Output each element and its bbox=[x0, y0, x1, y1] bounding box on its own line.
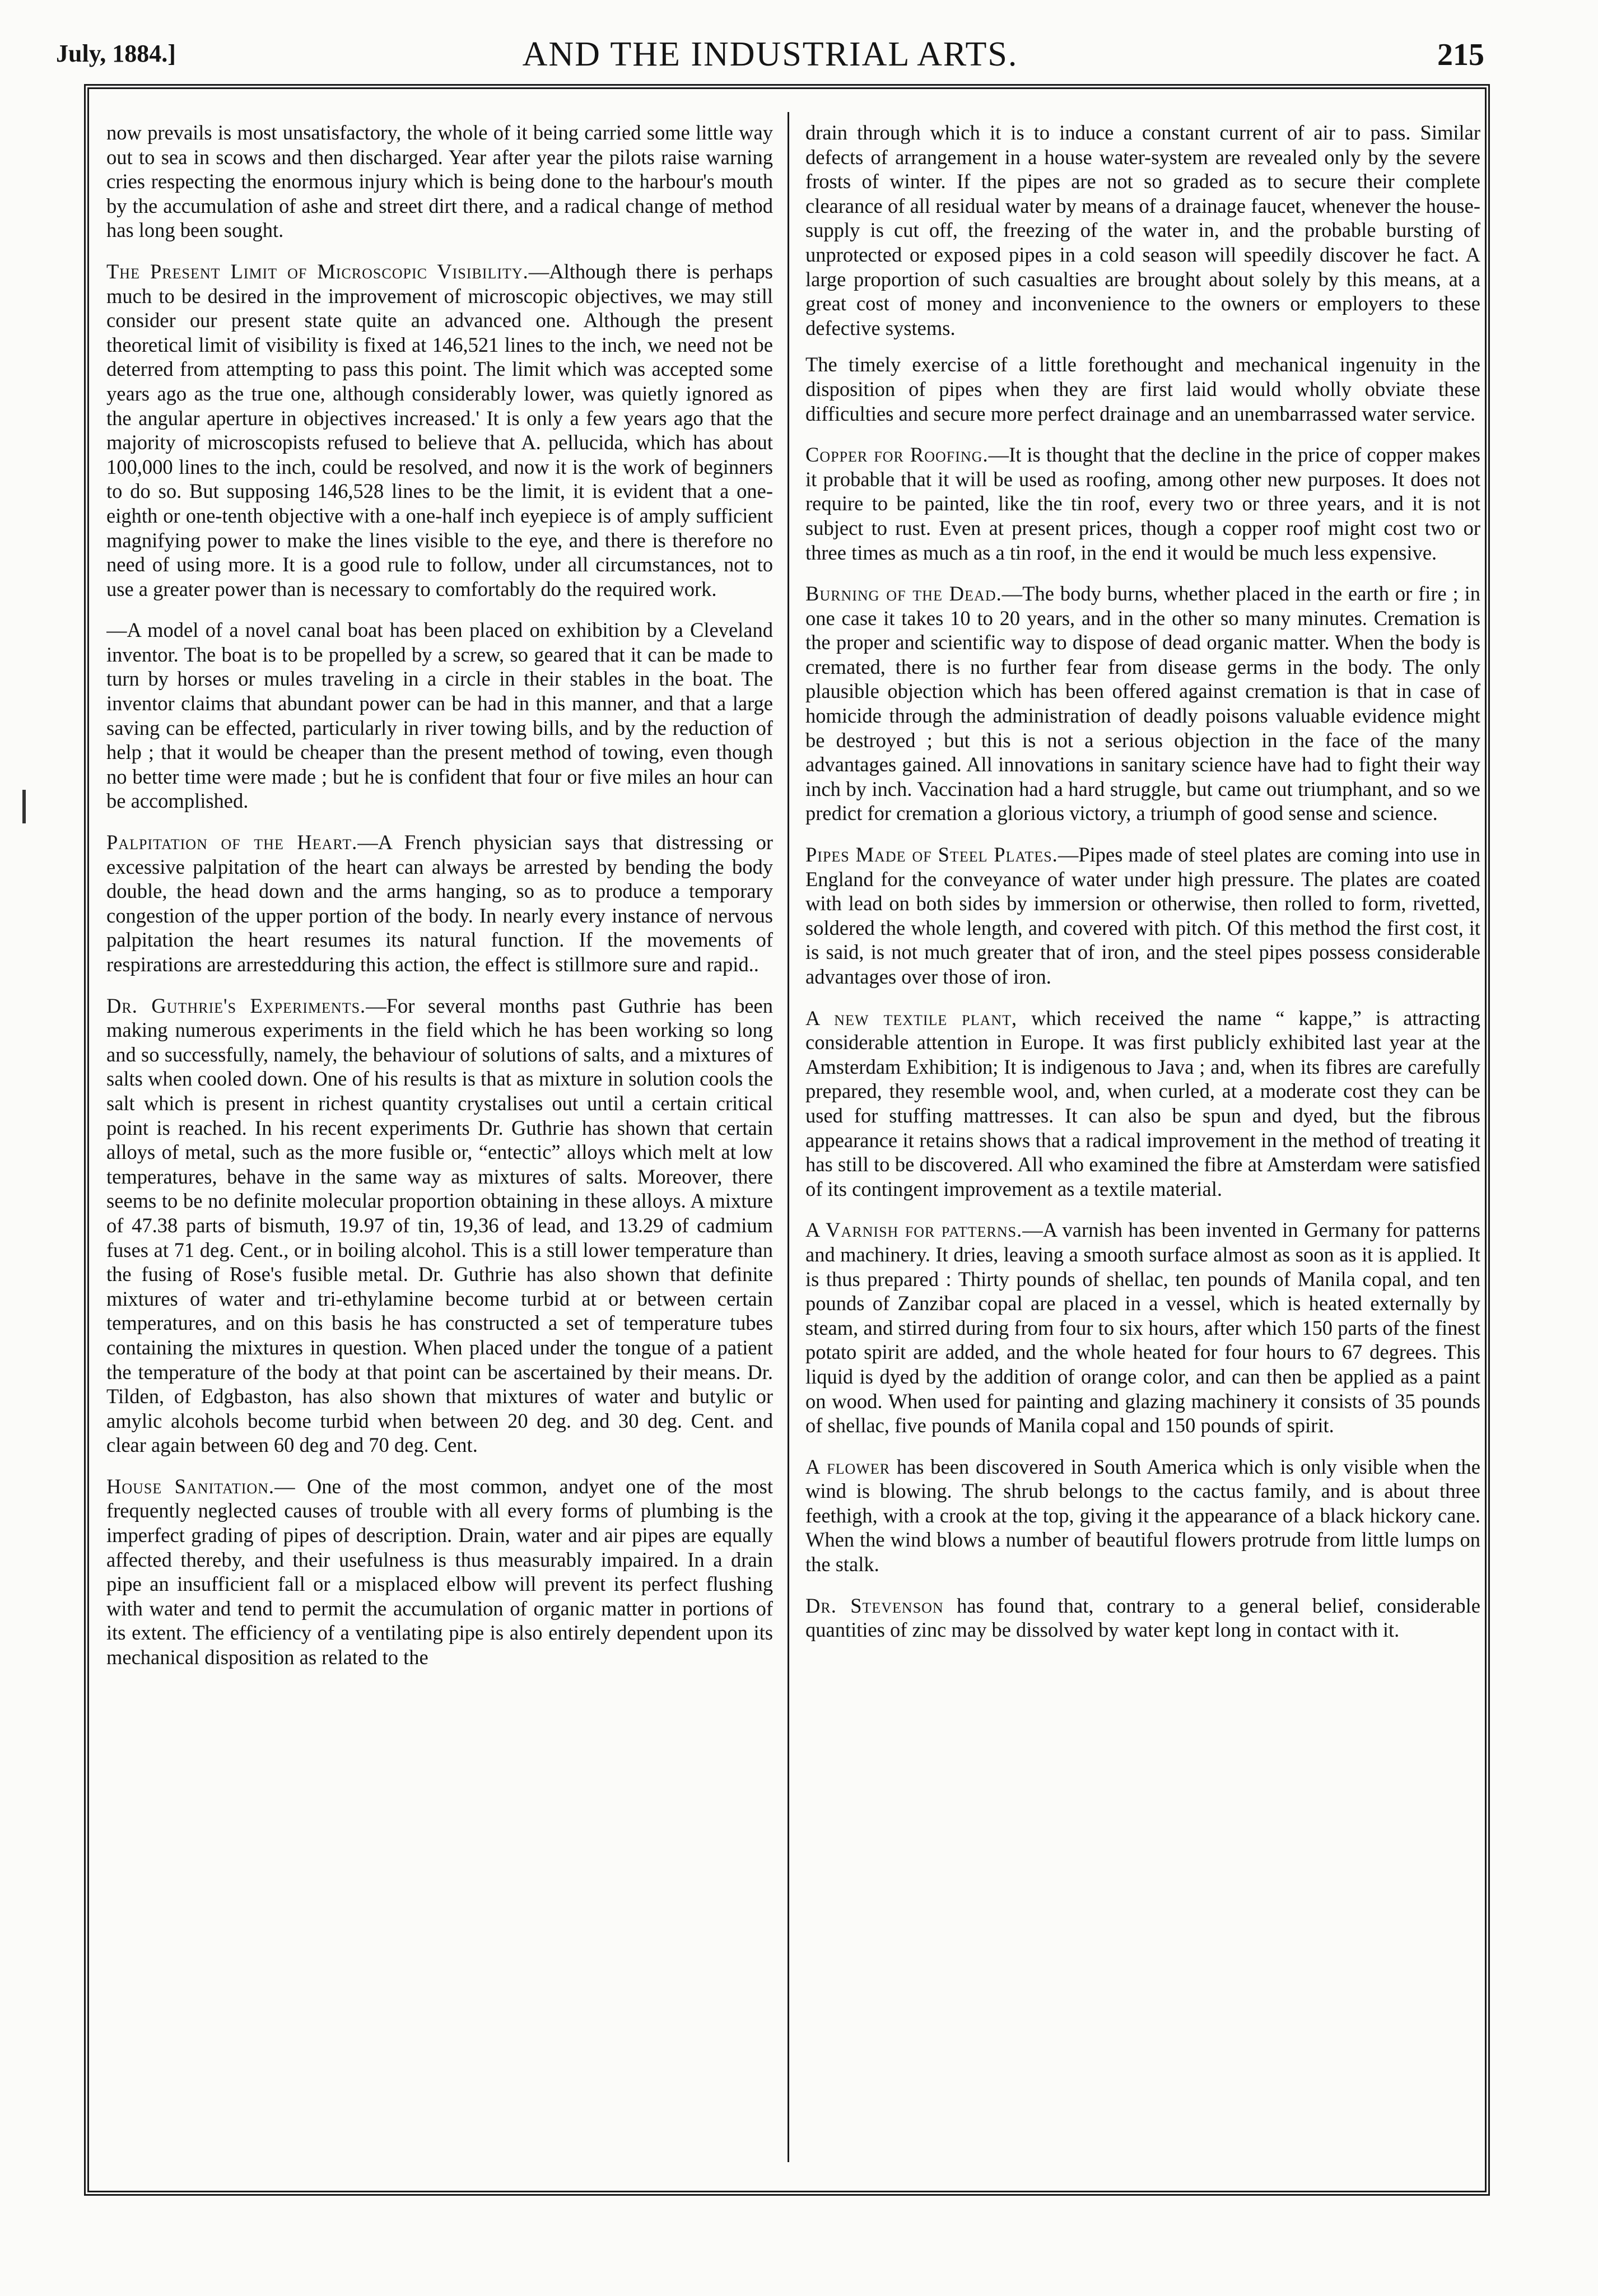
page-number: 215 bbox=[1437, 38, 1484, 72]
article-heading: Copper for Roofing. bbox=[805, 443, 989, 467]
article-text: —It is thought that the decline in the price of copper makes it probable that it will be used as roofing, among other new purposes. It does not require to be painted, like the tin roof, every two or three years, and it is not subject to rust. Even at present prices, though a copper roof might cost two or three times as much as a tin roof, in the end it would be much less expensive. bbox=[805, 443, 1480, 564]
article-text: —A French physician says that distressing or excessive palpitation of the heart can always be arrested by bending the body double, the head down and the arms hanging, so as to produce a temporary congestion of the upper portion of the body. In nearly every instance of nervous palpitation the heart resumes its natural function. If the movements of respirations are arrestedduring this action, the effect is stillmore sure and rapid.. bbox=[106, 831, 773, 976]
page-header bbox=[56, 35, 1484, 85]
article-house-sanitation bbox=[106, 1474, 773, 1670]
article-harbour bbox=[106, 120, 773, 243]
left-column bbox=[106, 120, 773, 2164]
article-stevenson bbox=[805, 1594, 1480, 1642]
article-burning-dead bbox=[805, 581, 1480, 826]
article-heading: A flower bbox=[805, 1455, 891, 1478]
article-text: now prevails is most unsatisfactory, the whole of it being carried some little way out to sea in scows and then discharged. Year after year the pilots raise warning cries respecting the enormous injury which is being done to the harbour's mouth by the accumulation of ashe and street dirt there, and a radical change of method has long been sought. bbox=[106, 121, 773, 242]
article-flower bbox=[805, 1455, 1480, 1577]
article-heading: A new textile plant, bbox=[805, 1006, 1018, 1030]
article-steel-pipes bbox=[805, 842, 1480, 989]
article-sanitation-cont-2 bbox=[805, 352, 1480, 426]
article-microscopic-visibility bbox=[106, 259, 773, 601]
article-palpitation bbox=[106, 830, 773, 977]
article-heading: Pipes Made of Steel Plates. bbox=[805, 843, 1058, 867]
article-heading: The Present Limit of Microscopic Visibility. bbox=[106, 259, 529, 283]
article-text: —Although there is perhaps much to be desired in the improvement of microscopic objectives, we may still consider our present state quite an advanced one. Although the present theoretical limit of visibility is fixed at 146,521 lines to the inch, we need not be deterred from attempting to pass this point. The limit which was accepted some years ago as the true one, although considerably lower, was quietly ignored as the angular aperture in objectives increased.' It is only a few years ago that the majority of microscopists refused to believe that A. pellucida, which has about 100,000 lines to the inch, could be resolved, and now it is the work of beginners to do so. But supposing 146,528 lines to be the limit, it is evident that a one-eighth or one-tenth objective with a one-half inch eyepiece is of amply sufficient magnifying power to make the lines visible to the eye, and there is therefore no need of using more. It is a good rule to follow, under all circumstances, not to use a greater power than is necessary to comfortably do the required work. bbox=[106, 259, 773, 600]
article-canal-boat bbox=[106, 618, 773, 813]
article-varnish bbox=[805, 1218, 1480, 1437]
article-text: —For several months past Guthrie has been making numerous experiments in the field which he has been working so long and so successfully, namely, the behaviour of solutions of salts, and a mixtures of salts when cooled down. One of his results is that as mixture in solution cools the salt which is present in richest quantity crystalises out until a certain critical point is reached. In his recent experiments Dr. Guthrie has shown that certain alloys of metal, such as the more fusible or, “entectic” alloys which melt at low temperatures, behave in the same way as mixtures of salts. Moreover, there seems to be no definite molecular proportion obtaining in these alloys. A mixture of 47.38 parts of bismuth, 19.97 of tin, 19,36 of lead, and 13.29 of cadmium fuses at 71 deg. Cent., or in boiling alcohol. This is a still lower temperature than the fusing of Rose's fusible metal. Dr. Guthrie has also shown that definite mixtures of water and tri-ethylamine become turbid at or between certain temperatures, and on this basis he has constructed a set of temperature tubes containing the mixtures in question. When placed under the tongue of a patient the temperature of the body at that point can be ascertained by their means. Dr. Tilden, of Edgbaston, has also shown that mixtures of water and butylic or amylic alcohols become turbid when between 20 deg. and 30 deg. Cent. and clear again between 60 deg and 70 deg. Cent. bbox=[106, 994, 773, 1457]
article-heading: Burning of the Dead. bbox=[805, 582, 1002, 606]
article-heading: A Varnish for patterns. bbox=[805, 1218, 1023, 1242]
article-text: —The body burns, whether placed in the earth or fire ; in one case it takes 10 to 20 years, and in the other so many minutes. Cremation is the proper and scientific way to dispose of dead organic matter. When the body is cremated, there is no further fear from disease germs in the body. The only plausible objection which has been offered against cremation is that in case of homicide through the administration of deadly poisons valuable evidence might be destroyed ; but this is not a serious objection in the face of the many advantages gained. All innovations in sanitary science have had to fight their way inch by inch. Vaccination had a hard struggle, but came out triumphant, and so we predict for cremation a glorious victory, a triumph of good sense and science. bbox=[805, 582, 1480, 825]
right-column bbox=[805, 120, 1480, 2164]
article-text: —A model of a novel canal boat has been placed on exhibition by a Cleveland inventor. The boat is to be propelled by a screw, so geared that it can be made to turn by horses or mules traveling in a circle in their stables in the boat. The inventor claims that abundant power can be had in this manner, and that a large saving can be effected, particularly in river towing bills, and by the reduction of help ; that it would be cheaper than the present method of towing, even though no better time were made ; but he is confident that four or five miles an hour can be accomplished. bbox=[106, 618, 773, 813]
article-heading: House Sanitation. bbox=[106, 1474, 275, 1498]
article-copper-roofing bbox=[805, 443, 1480, 565]
margin-mark bbox=[22, 790, 26, 823]
article-text: has been discovered in South America which is only visible when the wind is blowing. The shrub belongs to the cactus family, and is about three feethigh, with a crook at the top, giving it the appearance of a black hickory cane. When the wind blows a number of beautiful flowers protrude from little lumps on the stalk. bbox=[805, 1455, 1480, 1576]
article-text: —Pipes made of steel plates are coming into use in England for the conveyance of water under high pressure. The plates are coated with lead on both sides by immersion or otherwise, then rolled to form, rivetted, soldered the whole length, and covered with pitch. Of this method the first cost, it is said, is not much greater that of iron, and the steel pipes possess considerable advantages over those of iron. bbox=[805, 843, 1480, 988]
article-guthrie bbox=[106, 994, 773, 1457]
article-sanitation-cont bbox=[805, 120, 1480, 340]
article-heading: Dr. Guthrie's Experiments. bbox=[106, 994, 366, 1017]
column-divider bbox=[788, 112, 789, 2162]
issue-date: July, 1884.] bbox=[56, 40, 176, 67]
article-text: — One of the most common, andyet one of the most frequently neglected causes of trouble with all every forms of plumbing is the imperfect grading of pipes of description. Drain, water and air pipes are equally affected thereby, and their usefulness is thus measurably impaired. In a drain pipe an insufficient fall or a misplaced elbow will prevent its perfect flushing with water and tend to permit the accumulation of organic matter in portions of its extent. The efficiency of a ventilating pipe is also entirely dependent upon its mechanical disposition as related to the bbox=[106, 1474, 773, 1669]
article-text: drain through which it is to induce a constant current of air to pass. Similar defects of arrangement in a house water-system are revealed only by the severe frosts of winter. If the pipes are not so graded as to secure their complete clearance of all residual water by means of a drainage faucet, whenever the house-supply is cut off, the freezing of the water in, and the probable bursting of unprotected or exposed pipes in a cold season will speedily discover he fact. A large proportion of such casualties are brought about solely by this means, at a great cost of money and inconvenience to the owners or employers to these defective systems. bbox=[805, 121, 1480, 339]
article-textile-plant bbox=[805, 1006, 1480, 1201]
article-text: The timely exercise of a little forethought and mechanical ingenuity in the disposition of pipes when they are first laid would wholly obviate these difficulties and secure more perfect drainage and an unembarrassed water service. bbox=[805, 353, 1480, 425]
article-heading: Palpitation of the Heart. bbox=[106, 831, 358, 854]
article-text: has found that, contrary to a general belief, considerable quantities of zinc may be dissolved by water kept long in contact with it. bbox=[805, 1594, 1480, 1642]
article-text: —A varnish has been invented in Germany for patterns and machinery. It dries, leaving a smooth surface almost as soon as it is applied. It is thus prepared : Thirty pounds of shellac, ten pounds of Manila copal, and ten pounds of Zanzibar copal are placed in a vessel, which is heated externally by steam, and stirred during from four to six hours, after which 150 parts of the finest potato spirit are added, and the whole heated for four hours to 67 degrees. This liquid is dyed by the addition of orange color, and can then be applied as a paint on wood. When used for painting and glazing machinery it consists of 35 pounds of shellac, five pounds of Manila copal and 150 pounds of spirit. bbox=[805, 1218, 1480, 1437]
article-heading: Dr. Stevenson bbox=[805, 1594, 944, 1617]
running-title: AND THE INDUSTRIAL ARTS. bbox=[522, 35, 1018, 73]
article-text: which received the name “ kappe,” is attracting considerable attention in Europe. It was first publicly exhibited last year at the Amsterdam Exhibition; It is indigenous to Java ; and, when its fibres are carefully prepared, they resemble wool, and, when curled, at a moderate cost they can be used for stuffing mattresses. It can also be spun and dyed, but the fibrous appearance it retains shows that a radical improvement in the method of treating it has still to be discovered. All who examined the fibre at Amsterdam were satisfied of its contingent improvement as a textile material. bbox=[805, 1006, 1480, 1200]
